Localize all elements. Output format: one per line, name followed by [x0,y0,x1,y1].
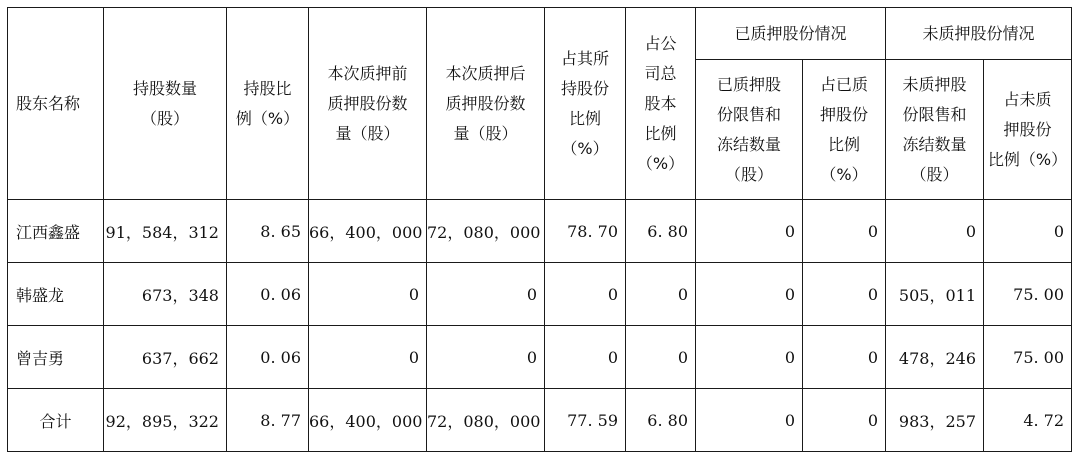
shareholder-name-cell: 韩盛龙 [8,263,104,326]
pledge-table [7,7,1072,452]
header-line: （%） [636,153,685,173]
header-line: 占公 [644,33,677,53]
header-line: 持股数量 [132,78,197,98]
header-pct-company [626,8,696,200]
header-line: （股） [140,108,189,128]
header-pledged-before [309,8,427,200]
header-line: （%） [561,138,609,158]
unpledged-restricted-cell: 478，246 [886,326,984,389]
total-label-cell: 合计 [8,389,104,452]
header-line: （%） [820,164,868,184]
header-line: 占未质 [1003,89,1052,109]
header-holding-ratio [227,8,309,200]
unpledged-ratio-cell: 0 [984,200,1072,263]
total-shares-held-cell: 92，895，322 [104,389,227,452]
total-pledged-ratio-cell: 0 [803,389,886,452]
total-unpledged-restricted-cell: 983，257 [886,389,984,452]
header-line: 量（股） [453,123,518,143]
header-row-1 [8,8,1072,60]
holding-ratio-cell: 0. 06 [227,263,309,326]
header-line: 占其所 [560,48,609,68]
header-pledged-ratio [803,60,886,200]
total-pledged-restricted-cell: 0 [696,389,803,452]
pledged-ratio-cell: 0 [803,200,886,263]
header-line: 质押股份数 [327,93,408,113]
header-line: （股） [724,164,773,184]
unpledged-restricted-cell: 0 [886,200,984,263]
pledged-restricted-cell: 0 [696,263,803,326]
total-holding-ratio-cell: 8. 77 [227,389,309,452]
shares-held-cell: 673，348 [104,263,227,326]
header-line: 比例 [568,108,601,128]
table-row [8,200,1072,263]
total-unpledged-ratio-cell: 4. 72 [984,389,1072,452]
pct-own-cell: 78. 70 [545,200,626,263]
pct-company-cell: 0 [626,263,696,326]
header-line: 持股份 [560,78,609,98]
pledged-after-cell: 0 [427,326,545,389]
header-line: 冻结数量 [902,134,967,154]
header-line: 股本 [644,93,677,113]
holding-ratio-cell: 8. 65 [227,200,309,263]
total-pledged-before-cell: 66，400，000 [309,389,427,452]
pct-own-cell: 0 [545,263,626,326]
header-shareholder-name: 股东名称 [8,8,104,200]
header-line: 份限售和 [716,104,781,124]
header-pct-own-holding [545,8,626,200]
header-unpledged-group: 未质押股份情况 [886,8,1072,60]
pledged-restricted-cell: 0 [696,326,803,389]
shares-held-cell: 637，662 [104,326,227,389]
pledged-after-cell: 72，080，000 [427,200,545,263]
header-line: 押股份 [820,104,869,124]
header-unpledged-ratio [984,60,1072,200]
header-line: （股） [910,164,959,184]
header-line: 司总 [644,63,677,83]
header-line: 已质押股 [716,74,781,94]
total-pct-own-cell: 77. 59 [545,389,626,452]
header-line: 量（股） [335,123,400,143]
table-row [8,326,1072,389]
pct-own-cell: 0 [545,326,626,389]
header-pledged-after [427,8,545,200]
holding-ratio-cell: 0. 06 [227,326,309,389]
header-pledged-restricted [696,60,803,200]
pledged-ratio-cell: 0 [803,326,886,389]
pledged-before-cell: 66，400，000 [309,200,427,263]
unpledged-ratio-cell: 75. 00 [984,263,1072,326]
pledged-ratio-cell: 0 [803,263,886,326]
pct-company-cell: 6. 80 [626,200,696,263]
header-line: 份限售和 [902,104,967,124]
header-line: 冻结数量 [716,134,781,154]
header-pledged-group: 已质押股份情况 [696,8,886,60]
header-line: 比例（%） [987,149,1068,169]
pct-company-cell: 0 [626,326,696,389]
header-line: 例（%） [235,108,300,128]
pledged-before-cell: 0 [309,263,427,326]
header-shares-held [104,8,227,200]
shares-held-cell: 91，584，312 [104,200,227,263]
header-line: 比例 [644,123,677,143]
unpledged-restricted-cell: 505，011 [886,263,984,326]
total-pct-company-cell: 6. 80 [626,389,696,452]
unpledged-ratio-cell: 75. 00 [984,326,1072,389]
shareholder-name-cell: 曾吉勇 [8,326,104,389]
header-line: 质押股份数 [445,93,526,113]
header-line: 押股份 [1003,119,1052,139]
total-pledged-after-cell: 72，080，000 [427,389,545,452]
pledged-restricted-cell: 0 [696,200,803,263]
header-line: 未质押股 [902,74,967,94]
header-line: 比例 [828,134,861,154]
table-row [8,263,1072,326]
header-line: 本次质押前 [327,63,408,83]
header-unpledged-restricted [886,60,984,200]
header-line: 持股比 [243,78,292,98]
pledged-before-cell: 0 [309,326,427,389]
pledged-after-cell: 0 [427,263,545,326]
total-row [8,389,1072,452]
shareholder-name-cell: 江西鑫盛 [8,200,104,263]
header-line: 占已质 [820,74,869,94]
header-line: 本次质押后 [445,63,526,83]
